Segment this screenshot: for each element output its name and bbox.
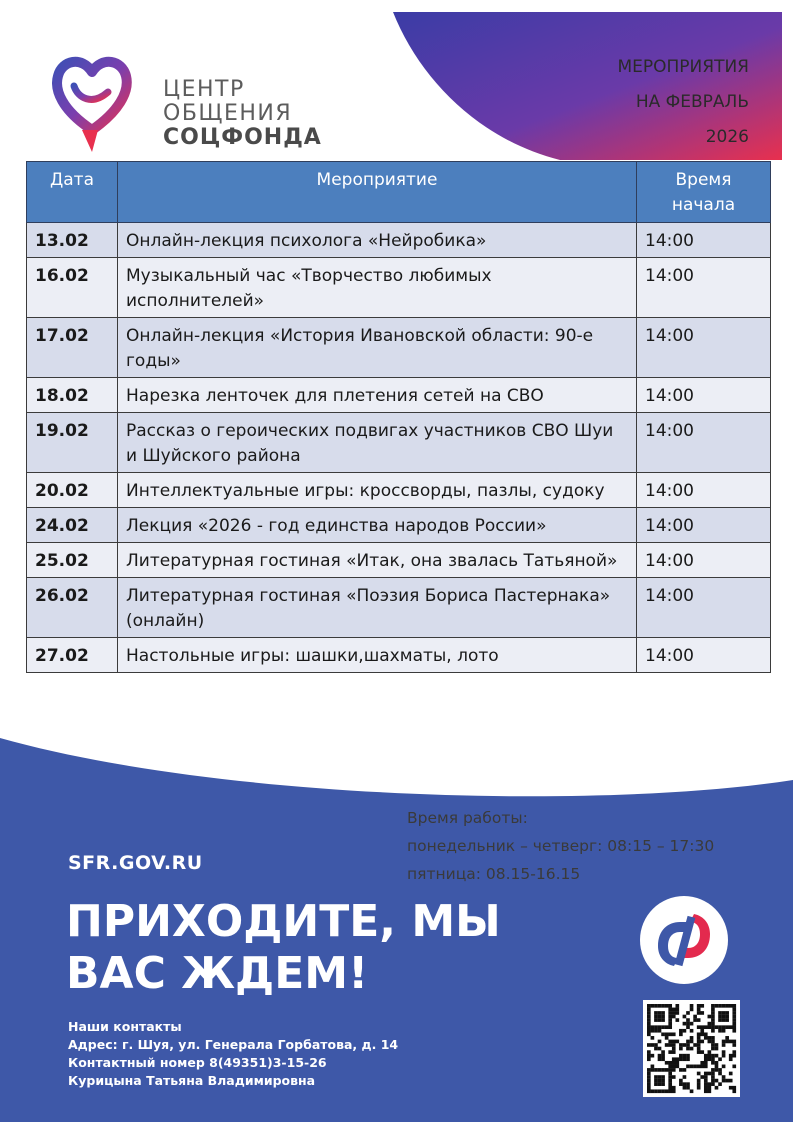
cell-time: 14:00	[637, 578, 771, 638]
schedule-table	[26, 161, 771, 673]
cell-date: 17.02	[27, 318, 118, 378]
cell-date: 18.02	[27, 378, 118, 413]
table-row	[27, 508, 771, 543]
logo-line-1: ЦЕНТР	[163, 77, 245, 102]
table-row	[27, 258, 771, 318]
cell-time: 14:00	[637, 223, 771, 258]
working-hours-weekdays: понедельник – четверг: 08:15 – 17:30	[407, 837, 715, 855]
contacts-person: Курицына Татьяна Владимировна	[68, 1073, 316, 1088]
cell-time: 14:00	[637, 378, 771, 413]
table-row	[27, 318, 771, 378]
cell-time: 14:00	[637, 638, 771, 673]
events-heading-line-2: НА ФЕВРАЛЬ	[635, 92, 749, 112]
website-link[interactable]: SFR.GOV.RU	[68, 852, 203, 874]
cell-time: 14:00	[637, 413, 771, 473]
working-hours	[407, 804, 714, 888]
events-heading	[617, 50, 749, 155]
schedule-header-row	[27, 162, 771, 223]
cell-event: Рассказ о героических подвигах участников СВО Шуи и Шуйского района	[118, 413, 637, 473]
table-row	[27, 413, 771, 473]
contacts-address: Адрес: г. Шуя, ул. Генерала Горбатова, д. 14	[68, 1037, 399, 1052]
cell-time: 14:00	[637, 473, 771, 508]
contacts-phone[interactable]: Контактный номер 8(49351)3-15-26	[68, 1055, 327, 1070]
cell-date: 13.02	[27, 223, 118, 258]
events-heading-line-1: МЕРОПРИЯТИЯ	[617, 57, 749, 77]
contacts-block	[68, 1018, 398, 1090]
working-hours-title: Время работы:	[407, 809, 528, 827]
cell-event: Интеллектуальные игры: кроссворды, пазлы, судоку	[118, 473, 637, 508]
cell-date: 20.02	[27, 473, 118, 508]
cell-event: Онлайн-лекция «История Ивановской области: 90-е годы»	[118, 318, 637, 378]
column-header-time: Время начала	[637, 162, 771, 223]
slogan-line-2: ВАС ЖДЕМ!	[66, 948, 369, 999]
table-row	[27, 578, 771, 638]
cell-time: 14:00	[637, 508, 771, 543]
cell-event: Музыкальный час «Творчество любимых исполнителей»	[118, 258, 637, 318]
cell-date: 24.02	[27, 508, 118, 543]
table-row	[27, 223, 771, 258]
logo-line-2: ОБЩЕНИЯ	[163, 101, 293, 126]
events-heading-line-3: 2026	[705, 127, 749, 147]
table-row	[27, 378, 771, 413]
column-header-date: Дата	[27, 162, 118, 223]
cell-date: 26.02	[27, 578, 118, 638]
cell-time: 14:00	[637, 543, 771, 578]
cell-date: 27.02	[27, 638, 118, 673]
cell-time: 14:00	[637, 318, 771, 378]
cell-date: 19.02	[27, 413, 118, 473]
cell-event: Онлайн-лекция психолога «Нейробика»	[118, 223, 637, 258]
cell-date: 25.02	[27, 543, 118, 578]
working-hours-friday: пятница: 08.15-16.15	[407, 865, 581, 883]
heart-logo-icon	[52, 50, 132, 154]
cell-event: Настольные игры: шашки,шахматы, лото	[118, 638, 637, 673]
slogan-line-1: ПРИХОДИТЕ, МЫ	[66, 896, 501, 947]
cell-event: Литературная гостиная «Итак, она звалась Татьяной»	[118, 543, 637, 578]
column-header-event: Мероприятие	[118, 162, 637, 223]
table-row	[27, 543, 771, 578]
logo-line-3: СОЦФОНДА	[163, 125, 322, 150]
qr-code-icon[interactable]	[643, 1000, 740, 1097]
cell-event: Нарезка ленточек для плетения сетей на СВО	[118, 378, 637, 413]
logo-wordmark	[163, 78, 322, 150]
cell-event: Лекция «2026 - год единства народов России»	[118, 508, 637, 543]
cell-date: 16.02	[27, 258, 118, 318]
slogan	[66, 896, 501, 1000]
cell-time: 14:00	[637, 258, 771, 318]
table-row	[27, 473, 771, 508]
table-row	[27, 638, 771, 673]
contacts-title: Наши контакты	[68, 1019, 182, 1034]
cell-event: Литературная гостиная «Поэзия Бориса Пастернака» (онлайн)	[118, 578, 637, 638]
sfr-logo-icon	[640, 896, 728, 984]
